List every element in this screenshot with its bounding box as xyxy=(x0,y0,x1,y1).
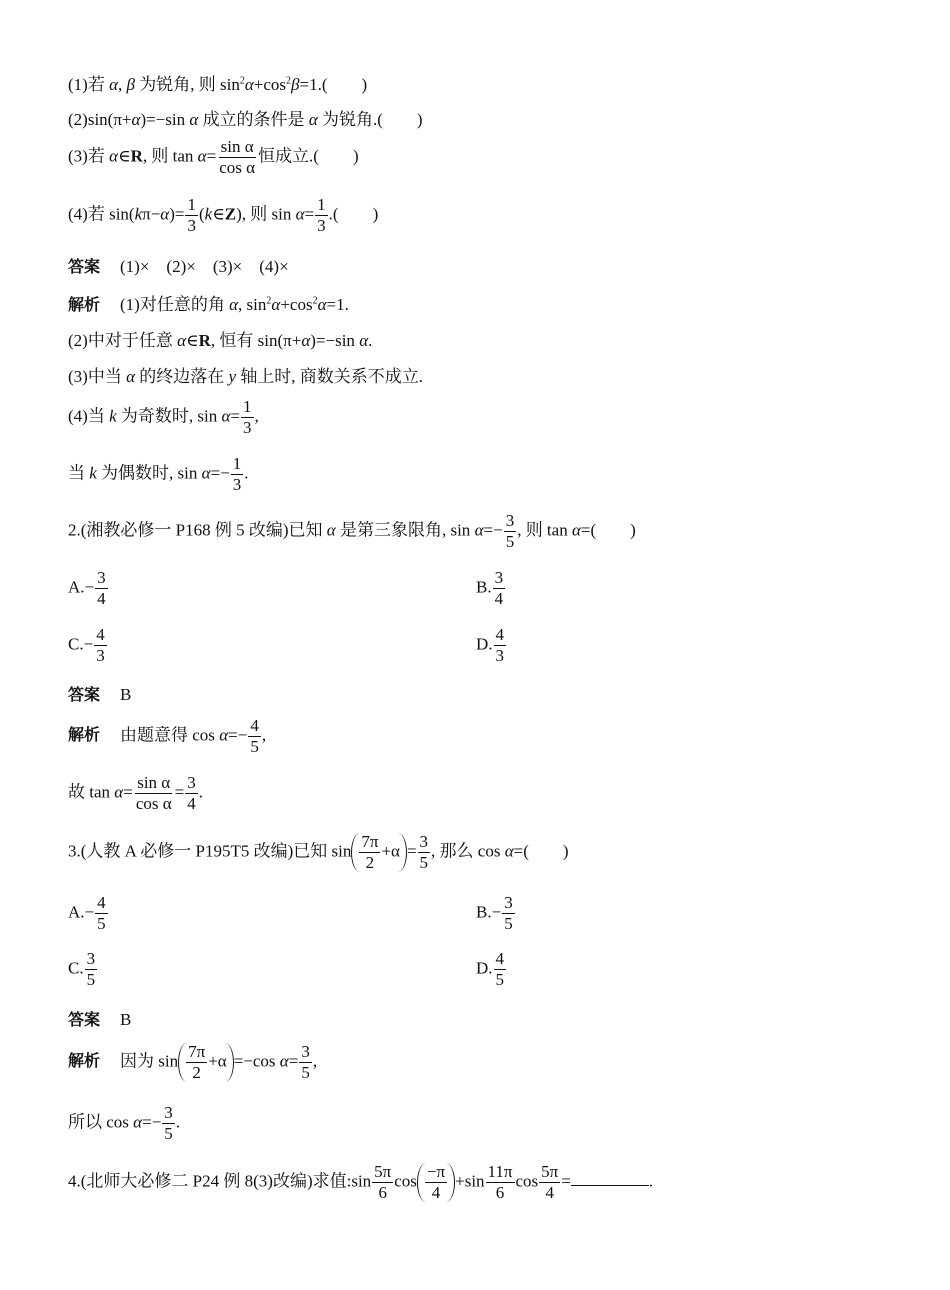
q3-option-d[interactable]: D. $\frac{4}{5}$ xyxy=(476,949,505,989)
q2-option-c[interactable]: C.− $\frac{4}{3}$ xyxy=(68,625,105,665)
fraction: $\frac{3}{5}$ xyxy=(164,1103,173,1143)
fraction: $\frac{3}{5}$ xyxy=(301,1042,310,1082)
q1-analysis-4: (4)当 k 为奇数时, sin α= $\frac{1}{3}$ , xyxy=(68,397,259,437)
q2-option-a[interactable]: A.− $\frac{3}{4}$ xyxy=(68,568,106,608)
fraction: $\frac{3}{5}$ xyxy=(505,511,515,551)
q1-analysis-1: 解析 (1)对任意的角 α, $\sin^2\alpha+\cos^2\alpha=1$. xyxy=(68,295,349,314)
fraction: $\frac{7\pi}{2}$ xyxy=(188,1042,206,1082)
q4-stem: 4.(北师大必修二 P24 例 8(3)改编)求值:sin $\frac{5\pi}{6}$ cos $\frac{-\pi}{4}$ +sin $\frac{11\pi}{6}$ cos $\frac{5\pi}{4}$ = . xyxy=(68,1162,654,1202)
fraction: $\frac{4}{3}$ xyxy=(495,625,505,665)
paren-group: $\frac{7\pi}{2}$ +α xyxy=(351,833,407,872)
answer-label: 答案 xyxy=(68,257,101,276)
fraction: $\frac{1}{3}$ xyxy=(317,195,326,235)
fraction: $\frac{7\pi}{2}$ xyxy=(361,832,379,872)
fraction: $\frac{\text{sin α}}{\text{cos α}}$ xyxy=(135,773,172,813)
q1-item-4: (4)若 sin(kπ−α)= $\frac{1}{3}$ (k∈Z), 则 sin α= $\frac{1}{3}$ .( ) xyxy=(68,195,379,235)
analysis-label: 解析 xyxy=(68,295,101,314)
fraction: $\frac{4}{3}$ xyxy=(96,625,105,665)
analysis-label: 解析 xyxy=(68,725,101,745)
q1-item-2: (2)sin(π+α)=−sin α 成立的条件是 α 为锐角.( ) xyxy=(68,110,423,129)
q2-answer: 答案 B xyxy=(68,685,132,704)
analysis-label: 解析 xyxy=(68,1051,101,1071)
q2-option-d[interactable]: D. $\frac{4}{3}$ xyxy=(476,625,505,665)
q2-analysis-1: 解析 由题意得 cos α=− $\frac{4}{5}$ , xyxy=(68,716,267,756)
fraction: $\frac{1}{3}$ xyxy=(232,454,242,494)
q2-analysis-2: 故 tan α= $\frac{\text{sin α}}{\text{cos α}}$ = $\frac{3}{4}$ . xyxy=(68,773,203,813)
fraction: $\frac{3}{4}$ xyxy=(494,568,504,608)
answer-blank[interactable] xyxy=(571,1171,649,1186)
q1-analysis-2: (2)中对于任意 α∈R, 恒有 sin(π+α)=−sin α. xyxy=(68,331,373,350)
paren-group: $\frac{7\pi}{2}$ +α xyxy=(178,1043,234,1082)
q3-option-c[interactable]: C. $\frac{3}{5}$ xyxy=(68,949,96,989)
q1-analysis-5: 当 k 为偶数时, sin α=− $\frac{1}{3}$ . xyxy=(68,454,249,494)
answer-label: 答案 xyxy=(68,685,101,704)
q2-option-b[interactable]: B. $\frac{3}{4}$ xyxy=(476,568,504,608)
q2-stem: 2.(湘教必修一 P168 例 5 改编)已知 α 是第三象限角, sin α=− $\frac{3}{5}$ , 则 tan α=( ) xyxy=(68,511,636,551)
q1-item-1: (1)若 α, β 为锐角, 则 $\sin^2\alpha+\cos^2\beta=1$.( ) xyxy=(68,75,368,94)
fraction: $\frac{-\pi}{4}$ xyxy=(426,1162,446,1202)
q1-item-3: (3)若 α∈R, 则 tan α= $\frac{\text{sin α}}{\text{cos α}}$ 恒成立.( ) xyxy=(68,137,359,177)
q3-analysis-1: 解析 因为 sin $\frac{7\pi}{2}$ +α =−cos α= $\frac{3}{5}$ , xyxy=(68,1042,318,1082)
fraction: $\frac{3}{5}$ xyxy=(419,832,429,872)
fraction: $\frac{4}{5}$ xyxy=(250,716,259,756)
fraction: $\frac{1}{3}$ xyxy=(243,397,252,437)
q3-option-b[interactable]: B.− $\frac{3}{5}$ xyxy=(476,893,513,933)
q1-answer: 答案 (1)× (2)× (3)× (4)× xyxy=(68,257,289,276)
q3-option-a[interactable]: A.− $\frac{4}{5}$ xyxy=(68,893,106,933)
fraction: $\frac{5\pi}{4}$ xyxy=(541,1162,559,1202)
fraction: $\frac{5\pi}{6}$ xyxy=(374,1162,392,1202)
q3-stem: 3.(人教 A 必修一 P195T5 改编)已知 sin $\frac{7\pi}{2}$ +α = $\frac{3}{5}$ , 那么 cos α=( ) xyxy=(68,832,569,872)
fraction: $\frac{\text{sin α}}{\text{cos α}}$ xyxy=(219,137,256,177)
answer-label: 答案 xyxy=(68,1010,101,1029)
fraction: $\frac{11\pi}{6}$ xyxy=(487,1162,513,1202)
fraction: $\frac{1}{3}$ xyxy=(187,195,196,235)
paren-group xyxy=(417,1163,455,1202)
fraction: $\frac{3}{4}$ xyxy=(187,773,196,813)
q1-analysis-3: (3)中当 α 的终边落在 y 轴上时, 商数关系不成立. xyxy=(68,367,424,386)
fraction: $\frac{4}{5}$ xyxy=(495,949,505,989)
fraction: $\frac{3}{4}$ xyxy=(97,568,106,608)
fraction: $\frac{3}{5}$ xyxy=(86,949,96,989)
q3-analysis-2: 所以 cos α=− $\frac{3}{5}$ . xyxy=(68,1103,181,1143)
fraction: $\frac{4}{5}$ xyxy=(97,893,106,933)
fraction: $\frac{3}{5}$ xyxy=(504,893,513,933)
q3-answer: 答案 B xyxy=(68,1010,132,1029)
